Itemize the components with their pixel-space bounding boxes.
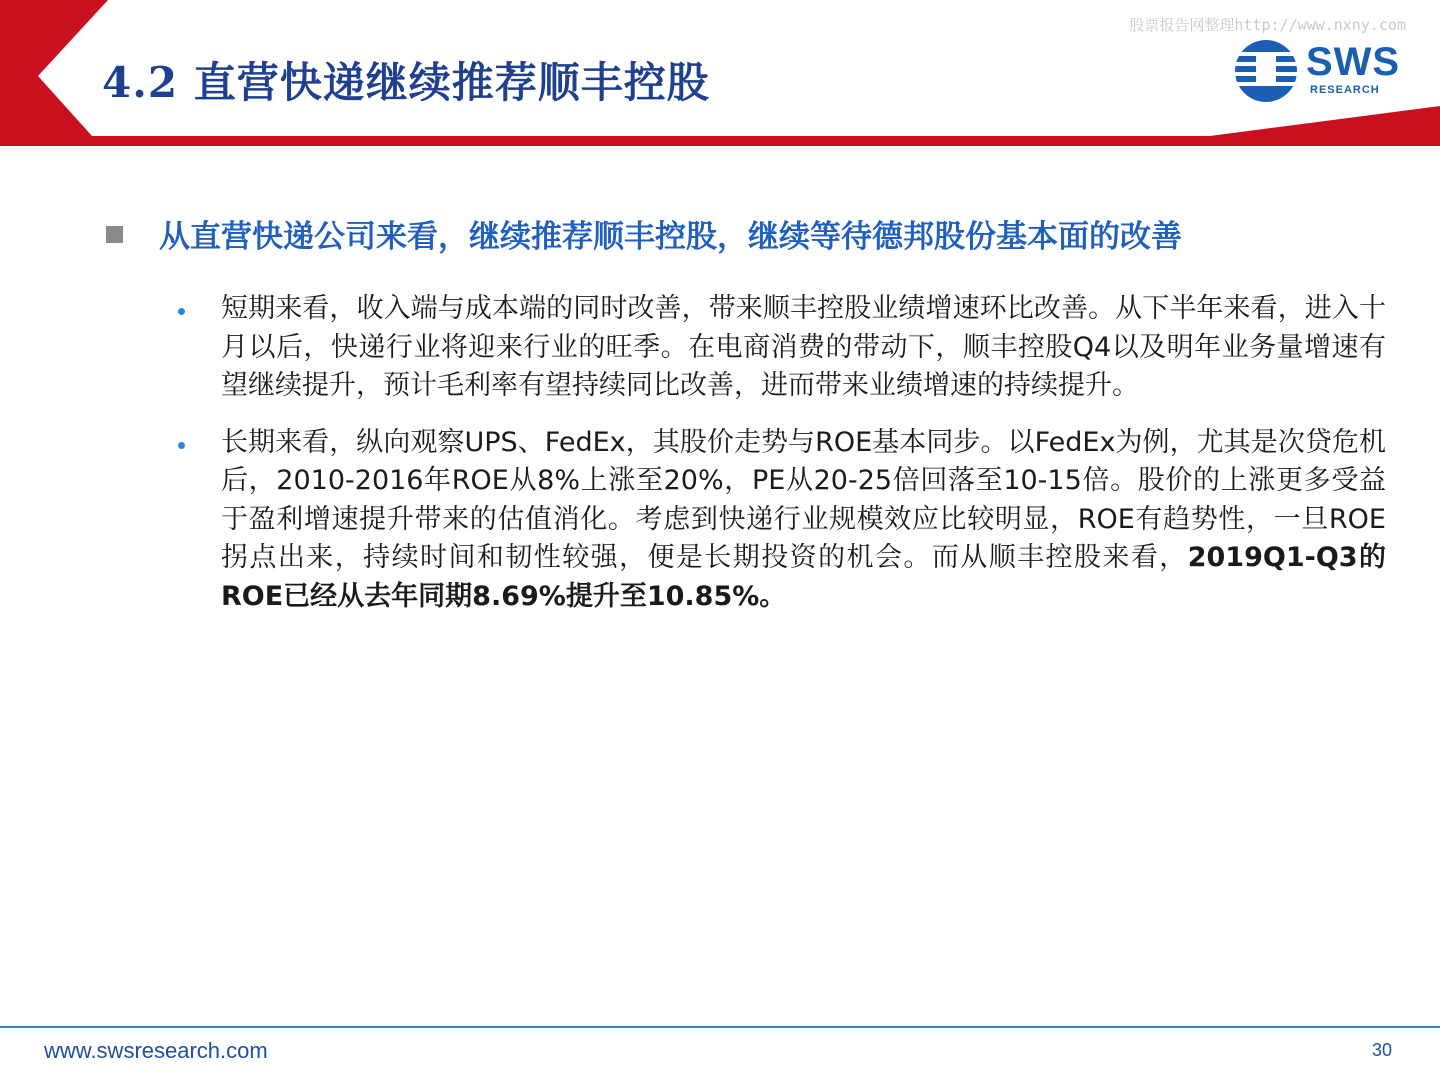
square-bullet-icon [106,226,123,243]
main-bullet [106,214,1406,260]
logo-subtext: RESEARCH [1310,84,1380,96]
bullet-text-container [221,424,1386,617]
bullet-highlight-text: 2019Q1-Q3的ROE已经从去年同期8.69%提升至10.85%。 [221,542,1386,612]
page-number: 30 [1371,1040,1392,1060]
footer-url: www.swsresearch.com [44,1038,268,1063]
dot-bullet-icon [178,308,185,315]
bullet-text: 长期来看，纵向观察UPS、FedEx，其股价走势与ROE基本同步。以FedEx为例，尤其是次贷危机后，2010-2016年ROE从8%上涨至20%，PE从20-25倍回落至10-15倍。股价的上涨更多受益于盈利增速提升带来的估值消化。考虑到快递行业规模效应比较明显，ROE有趋势性，一旦ROE拐点出来，持续时间和韧性较强，便是长期投资的机会。而从顺丰控股来看， [221,426,1386,573]
logo-wordmark: SWS [1306,40,1401,84]
bullet-text: 短期来看，收入端与成本端的同时改善，带来顺丰控股业绩增速环比改善。从下半年来看，进入十月以后，快递行业将迎来行业的旺季。在电商消费的带动下，顺丰控股Q4以及明年业务量增速有望继续提升，预计毛利率有望持续同比改善，进而带来业绩增速的持续提升。 [221,293,1386,401]
footer-divider [0,1026,1440,1028]
list-item [176,424,1386,617]
sub-bullet-list [176,290,1386,634]
dot-bullet-icon [178,442,185,449]
page-title: 4.2 直营快递继续推荐顺丰控股 [102,58,710,107]
list-item [176,290,1386,406]
main-bullet-text: 从直营快递公司来看，继续推荐顺丰控股，继续等待德邦股份基本面的改善 [159,219,1182,255]
watermark-text: 股票报告网整理http://www.nxny.com [1129,16,1406,34]
